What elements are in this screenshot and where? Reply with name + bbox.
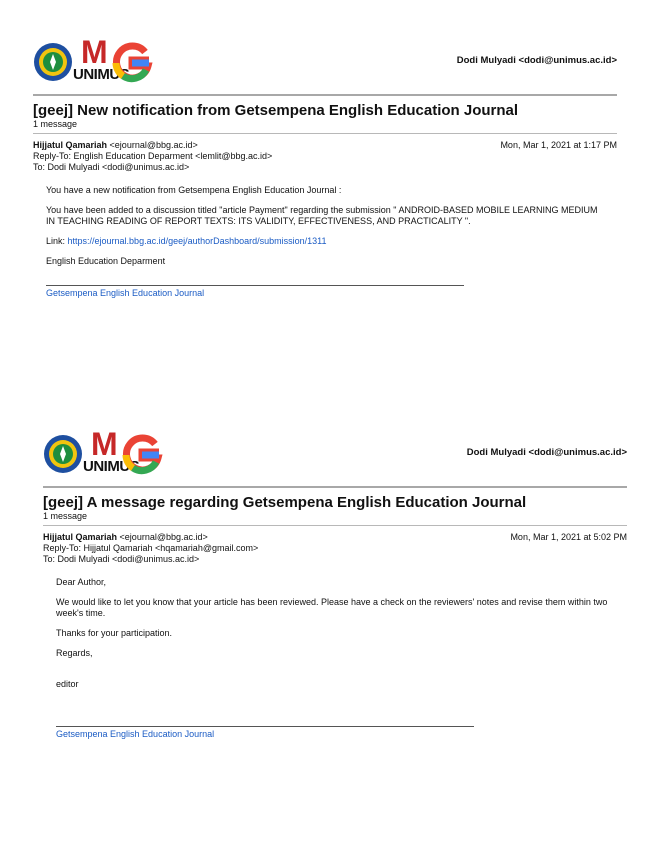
unimus-mail-logo <box>43 426 163 482</box>
header-divider <box>33 94 617 96</box>
to-line: To: Dodi Mulyadi <dodi@unimus.ac.id> <box>43 554 200 564</box>
email-date: Mon, Mar 1, 2021 at 1:17 PM <box>500 140 617 150</box>
subject-divider <box>33 133 617 134</box>
google-g-icon <box>121 430 163 480</box>
email-subject: [geej] A message regarding Getsempena English Education Journal <box>43 494 527 511</box>
body-paragraph: You have a new notification from Getsempena English Education Journal : <box>46 185 342 195</box>
header-divider <box>43 486 627 488</box>
email-meta <box>43 532 627 565</box>
unimus-seal-icon <box>43 434 83 474</box>
body-paragraph: You have been added to a discussion titled "article Payment" regarding the submission " ANDROID-BASED MOBILE LEARNING MEDIUM IN TEACHING READING OF REPORT TEXTS: ITS VALIDITY, EFFECTIVENESS, AND PRACTICALITY ". <box>46 205 598 226</box>
logo-m-letter: M <box>91 426 118 462</box>
reply-to-line: Reply-To: English Education Deparment <lemlit@bbg.ac.id> <box>33 151 273 161</box>
editor-line: editor <box>56 679 79 689</box>
regards-line: Regards, <box>56 648 93 658</box>
email-body <box>46 185 606 299</box>
reply-to-line: Reply-To: Hijjatul Qamariah <hqamariah@gmail.com> <box>43 543 259 553</box>
mail-header <box>33 34 617 90</box>
submission-link[interactable]: https://ejournal.bbg.ac.id/geej/authorDashboard/submission/1311 <box>67 236 327 246</box>
email-subject: [geej] New notification from Getsempena English Education Journal <box>33 102 519 119</box>
signature-divider <box>56 726 474 727</box>
message-count: 1 message <box>43 511 88 521</box>
email-date: Mon, Mar 1, 2021 at 5:02 PM <box>510 532 627 542</box>
sender-name: Hijjatul Qamariah <box>33 140 108 150</box>
email-body <box>56 577 616 740</box>
email-print-1 <box>33 34 617 299</box>
message-count: 1 message <box>33 119 78 129</box>
email-meta <box>33 140 617 173</box>
thanks-line: Thanks for your participation. <box>56 628 173 638</box>
closing-line: English Education Deparment <box>46 256 166 266</box>
sender-address: <ejournal@bbg.ac.id> <box>109 140 198 150</box>
link-line: Link: https://ejournal.bbg.ac.id/geej/authorDashboard/submission/1311 <box>46 236 327 246</box>
body-paragraph: We would like to let you know that your article has been reviewed. Please have a check on the reviewers' notes and revise them within two week's time. <box>56 597 608 618</box>
logo-unimus-text: UNIMUSmail <box>73 66 140 83</box>
journal-signature-link[interactable]: Getsempena English Education Journal <box>56 729 215 739</box>
account-address: Dodi Mulyadi <dodi@unimus.ac.id> <box>466 447 627 458</box>
logo-m-letter: M <box>81 34 108 70</box>
logo-unimus-text: UNIMUSmail <box>83 458 150 475</box>
mail-header <box>43 426 627 482</box>
unimus-mail-logo <box>33 34 153 90</box>
account-address: Dodi Mulyadi <dodi@unimus.ac.id> <box>456 55 617 66</box>
google-g-icon <box>111 38 153 88</box>
signature-divider <box>46 285 464 286</box>
journal-signature-link[interactable]: Getsempena English Education Journal <box>46 288 205 298</box>
sender-address: <ejournal@bbg.ac.id> <box>119 532 208 542</box>
sender-name: Hijjatul Qamariah <box>43 532 118 542</box>
email-print-2 <box>43 426 627 740</box>
to-line: To: Dodi Mulyadi <dodi@unimus.ac.id> <box>33 162 190 172</box>
subject-divider <box>43 525 627 526</box>
unimus-seal-icon <box>33 42 73 82</box>
greeting-line: Dear Author, <box>56 577 107 587</box>
